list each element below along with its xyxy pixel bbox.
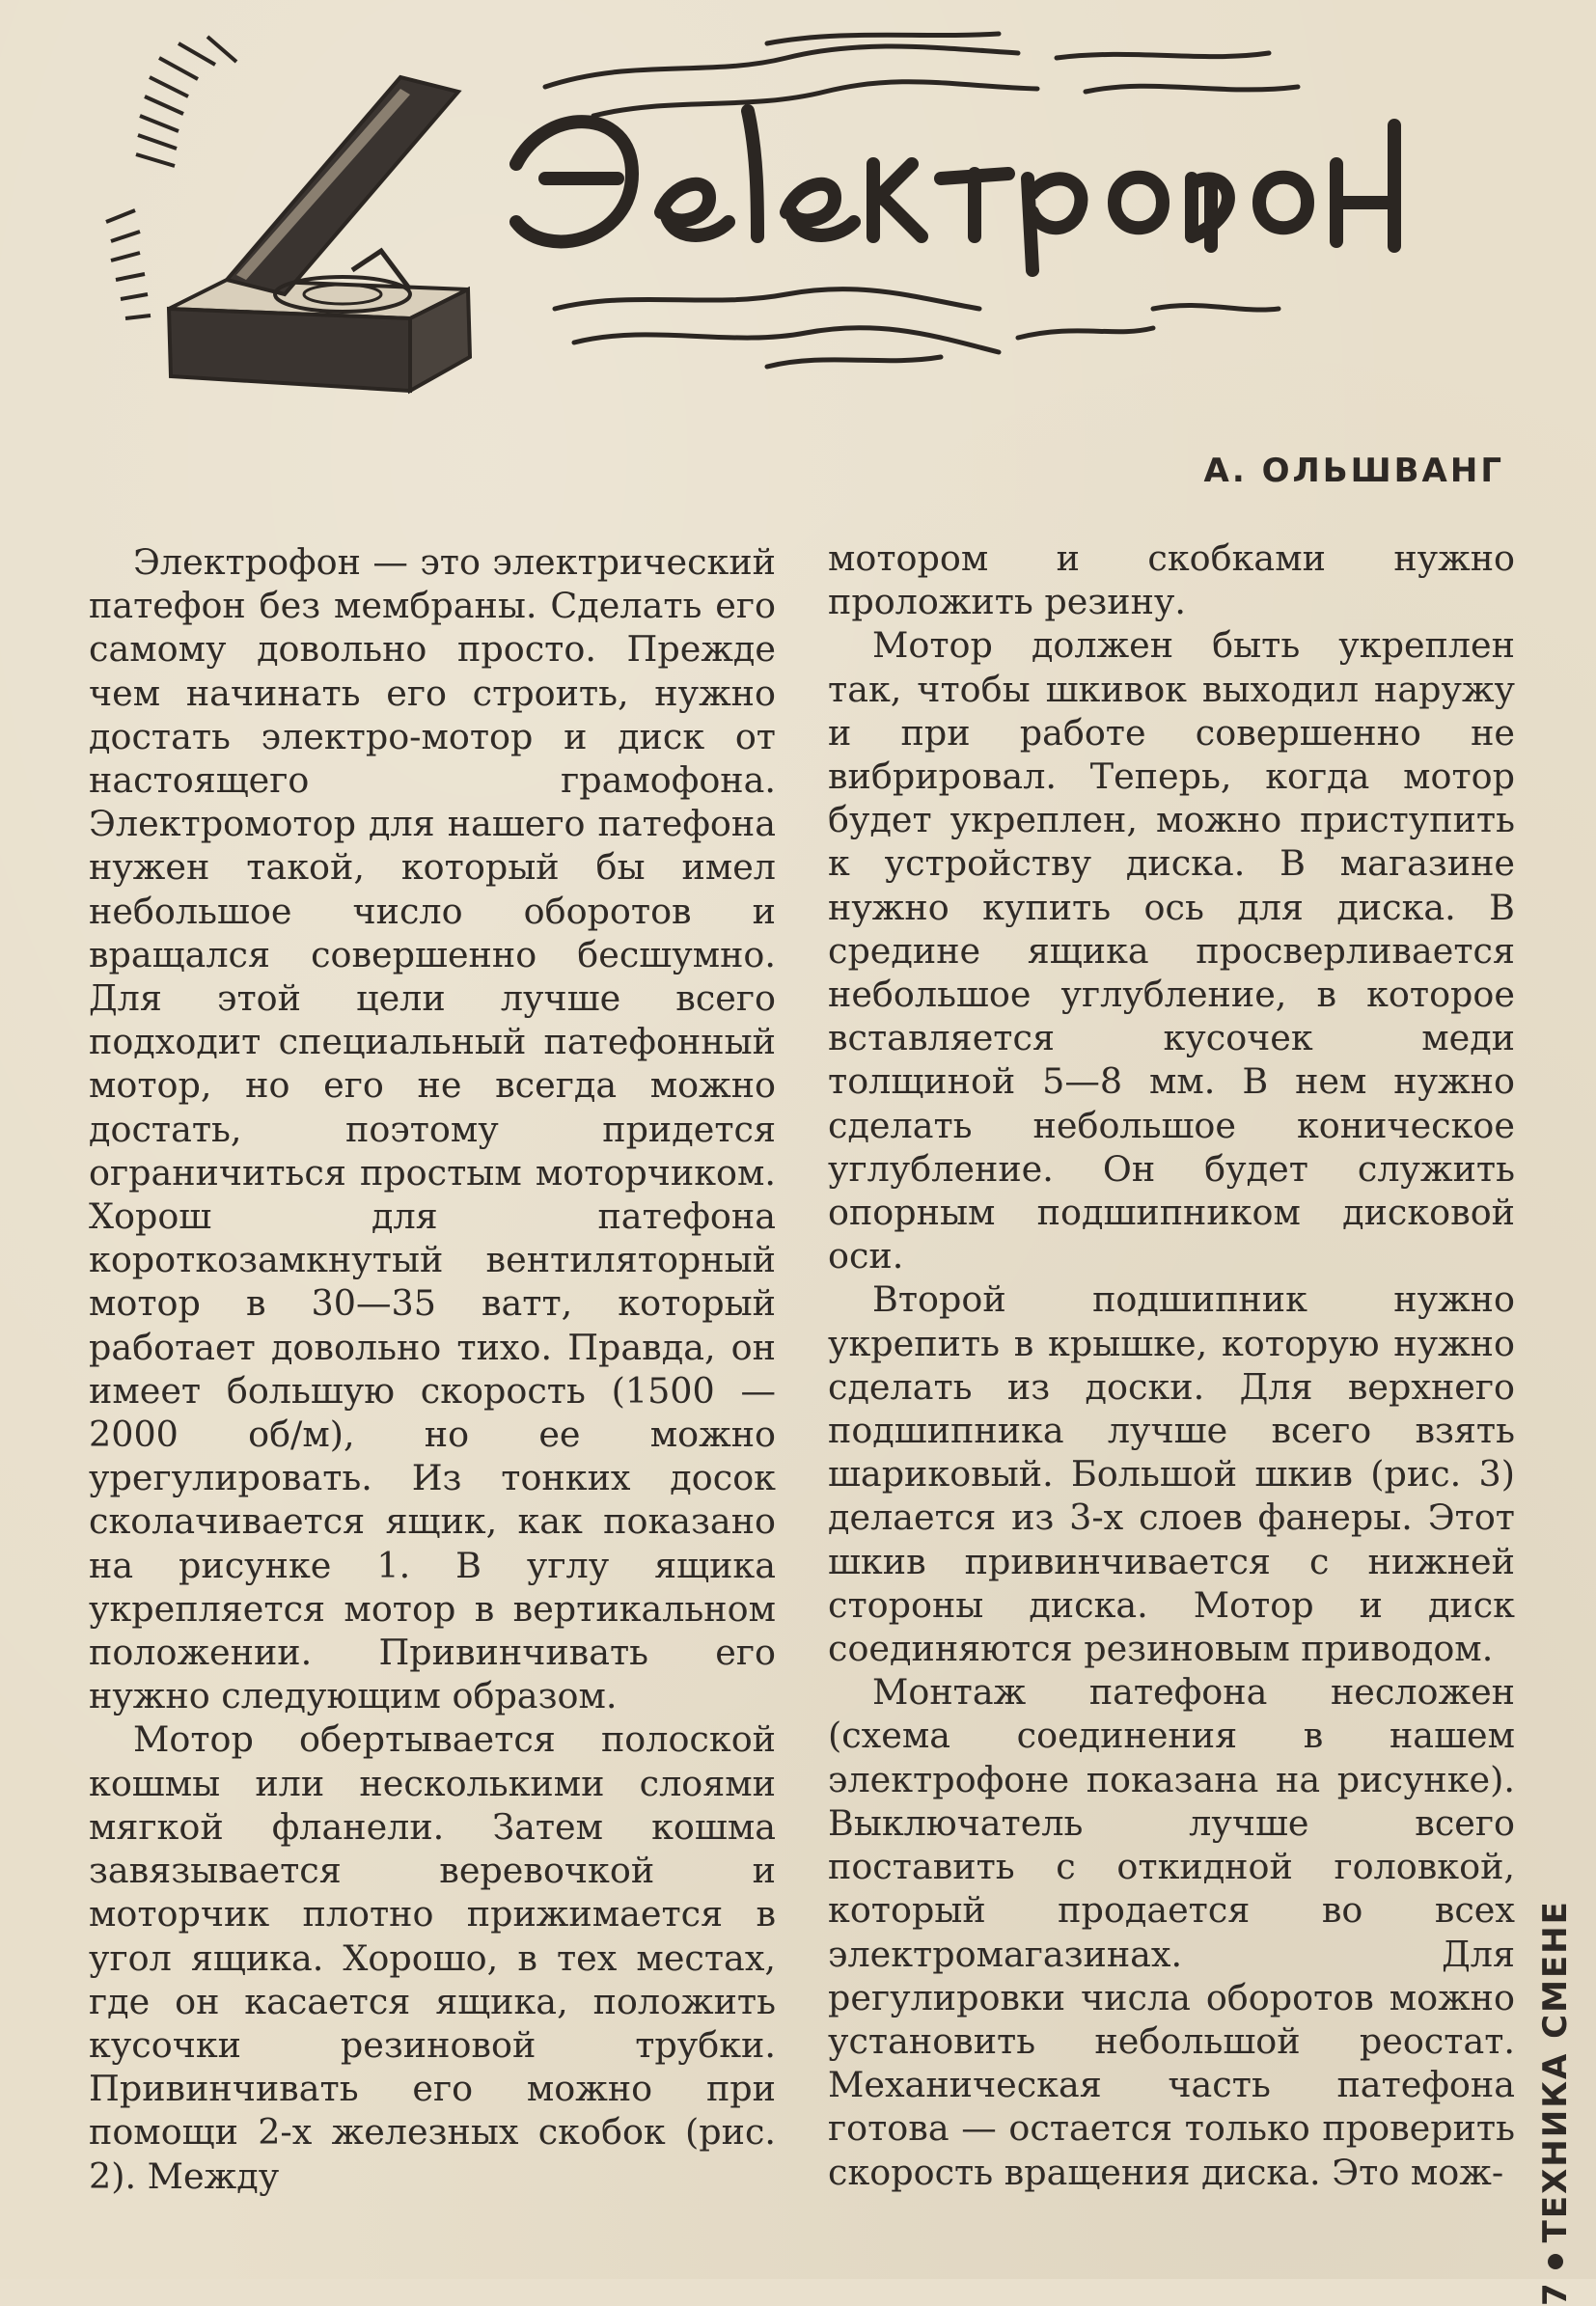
title-lettering [516, 111, 1394, 270]
paragraph: Мотор должен быть укреплен так, чтобы шкивок выходил наружу и при работе совершенно не вибрировал. Теперь, когда мотор будет укреплен, можно приступить к устройству диска. В магазине нужно купить ось для диска. В средине ящика просверливается небольшое углубление, в которое вставляется кусочек меди толщиной 5—8 мм. В нем нужно сделать небольшое коническое углубление. Он будет служить опорным подшипником дисковой оси. [828, 624, 1515, 1277]
bullet-dot [1548, 2254, 1563, 2269]
magazine-title: ТЕХНИКА СМЕНЕ [1536, 1900, 1575, 2243]
page-number: 7 [1536, 2281, 1575, 2306]
paragraph: Монтаж патефона несложен (схема соединения в нашем электрофоне показана на рисунке). Выключатель лучше всего поставить с откидной головкой, который продается во всех электромагазинах. Для регулировки числа оборотов можно установить небольшой реостат. Механическая часть патефона готова — остается только проверить скорость вращения диска. Это мож- [828, 1671, 1515, 2193]
left-column [89, 540, 776, 2198]
right-column [828, 536, 1515, 2194]
header-illustration [92, 19, 1520, 405]
paragraph: Второй подшипник нужно укрепить в крышке, которую нужно сделать из доски. Для верхнего подшипника лучше всего взять шариковый. Большой шкив (рис. 3) делается из 3-х слоев фанеры. Этот шкив привинчивается с нижней стороны диска. Мотор и диск соединяются резиновым приводом. [828, 1278, 1515, 1670]
paragraph: Электрофон — это электрический патефон без мембраны. Сделать его самому довольно просто. Прежде чем начинать его строить, нужно достать электро-мотор и диск от настоящего грамофона. Электромотор для нашего патефона нужен такой, который бы имел небольшое число оборотов и вращался совершенно бесшумно. Для этой цели лучше всего подходит специальный патефонный мотор, но его не всегда можно достать, поэтому придется ограничиться простым моторчиком. Хорош для патефона короткозамкнутый вентиляторный мотор в 30—35 ватт, который работает довольно тихо. Правда, он имеет большую скорость (1500 — 2000 об/м), но ее можно урегулировать. Из тонких досок сколачивается ящик, как показано на рисунке 1. В углу ящика укрепляется мотор в вертикальном положении. Привинчивать его нужно следующим образом. [89, 541, 776, 1717]
paragraph: мотором и скобками нужно проложить резину. [828, 537, 1515, 623]
author-name: А. ОЛЬШВАНГ [1203, 452, 1504, 490]
motion-lines [106, 37, 236, 318]
gramophone-illustration [169, 77, 470, 391]
paragraph: Мотор обертывается полоской кошмы или несколькими слоями мягкой фланели. Затем кошма завязывается веревочкой и моторчик плотно прижимается в угол ящика. Хорошо, в тех местах, где он касается ящика, положить кусочки резиновой трубки. Привинчивать его можно при помощи 2-х железных скобок (рис. 2). Между [89, 1718, 776, 2197]
page-footer [1532, 1900, 1590, 2306]
